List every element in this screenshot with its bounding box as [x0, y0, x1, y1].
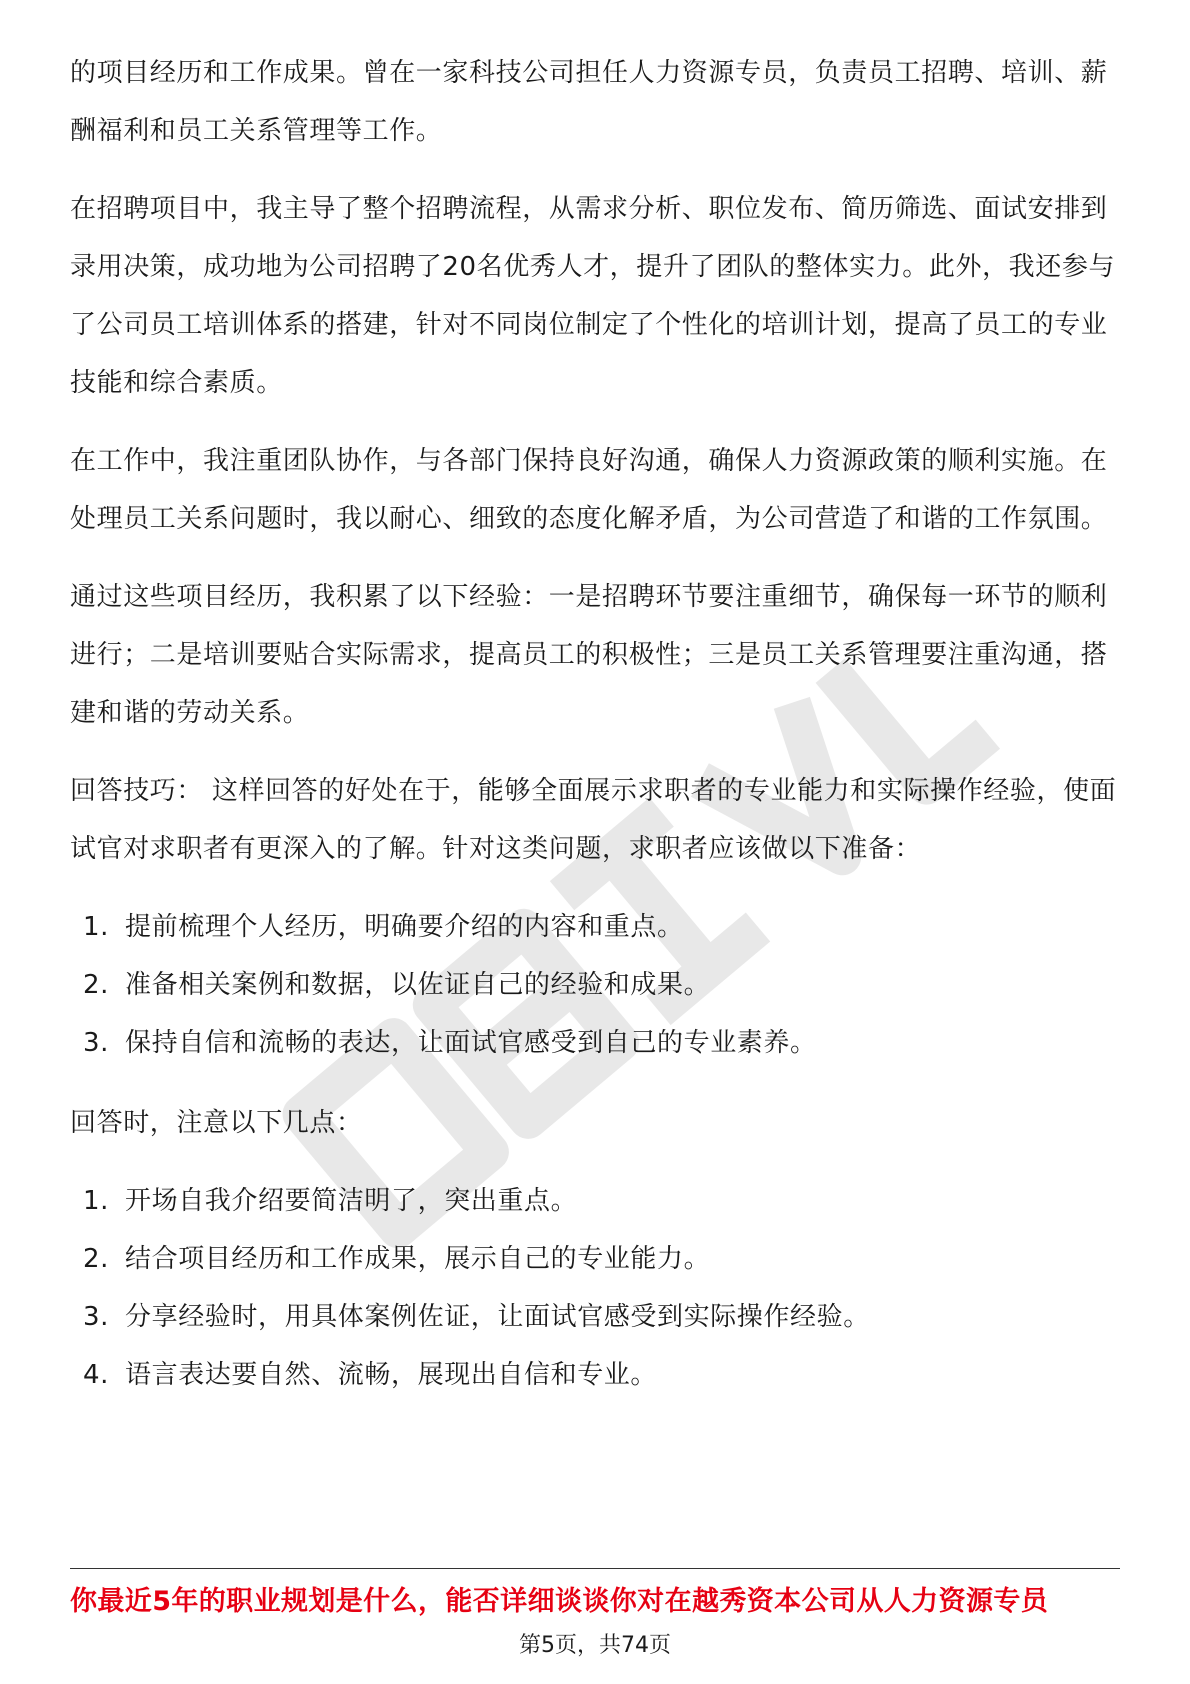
footer-divider: [70, 1568, 1120, 1569]
paragraph-teamwork: 在工作中，我注重团队协作，与各部门保持良好沟通，确保人力资源政策的顺利实施。在处理员工关系问题时，我以耐心、细致的态度化解矛盾，为公司营造了和谐的工作氛围。: [70, 446, 1108, 534]
main-content: [70, 44, 1120, 1426]
list-item-number: 3.: [83, 1302, 110, 1332]
paragraph-answer-tips: 回答技巧： 这样回答的好处在于，能够全面展示求职者的专业能力和实际操作经验，使面试官对求职者有更深入的了解。针对这类问题，求职者应该做以下准备：: [70, 776, 1117, 864]
list-item-text: 分享经验时，用具体案例佐证，让面试官感受到实际操作经验。: [125, 1302, 870, 1332]
paragraph-recruitment-project: 在招聘项目中，我主导了整个招聘流程，从需求分析、职位发布、简历筛选、面试安排到录用决策，成功地为公司招聘了20名优秀人才，提升了团队的整体实力。此外，我还参与了公司员工培训体系的搭建，针对不同岗位制定了个性化的培训计划，提高了员工的专业技能和综合素质。: [70, 194, 1116, 398]
list-item-number: 1.: [83, 912, 110, 942]
list-item-text: 开场自我介绍要简洁明了，突出重点。: [125, 1186, 578, 1216]
notes-list: [70, 1172, 1120, 1404]
list-item: [70, 1172, 1120, 1230]
paragraph-project-experience: 的项目经历和工作成果。曾在一家科技公司担任人力资源专员，负责员工招聘、培训、薪酬福利和员工关系管理等工作。: [70, 58, 1108, 146]
preparation-list: [70, 898, 1120, 1072]
list-item-number: 4.: [83, 1360, 110, 1390]
list-item-number: 3.: [83, 1028, 110, 1058]
list-item: [70, 1346, 1120, 1404]
list-item-text: 提前梳理个人经历，明确要介绍的内容和重点。: [125, 912, 684, 942]
list-item-text: 语言表达要自然、流畅，展现出自信和专业。: [125, 1360, 658, 1390]
paragraph-lessons-learned: 通过这些项目经历，我积累了以下经验：一是招聘环节要注重细节，确保每一环节的顺利进行；二是培训要贴合实际需求，提高员工的积极性；三是员工关系管理要注重沟通，搭建和谐的劳动关系。: [70, 582, 1108, 728]
list-item-number: 2.: [83, 1244, 110, 1274]
list-item: [70, 956, 1120, 1014]
list-item: [70, 1288, 1120, 1346]
footer-question-title: 你最近5年的职业规划是什么，能否详细谈谈你对在越秀资本公司从人力资源专员: [70, 1586, 1049, 1617]
list-item-text: 结合项目经历和工作成果，展示自己的专业能力。: [125, 1244, 711, 1274]
list-item-text: 准备相关案例和数据，以佐证自己的经验和成果。: [125, 970, 711, 1000]
list-item-number: 2.: [83, 970, 110, 1000]
page-number: 第5页，共74页: [519, 1633, 671, 1658]
paragraph-notes-intro: 回答时，注意以下几点：: [70, 1108, 363, 1138]
list-item: [70, 898, 1120, 956]
list-item: [70, 1014, 1120, 1072]
list-item-number: 1.: [83, 1186, 110, 1216]
list-item-text: 保持自信和流畅的表达，让面试官感受到自己的专业素养。: [125, 1028, 817, 1058]
list-item: [70, 1230, 1120, 1288]
